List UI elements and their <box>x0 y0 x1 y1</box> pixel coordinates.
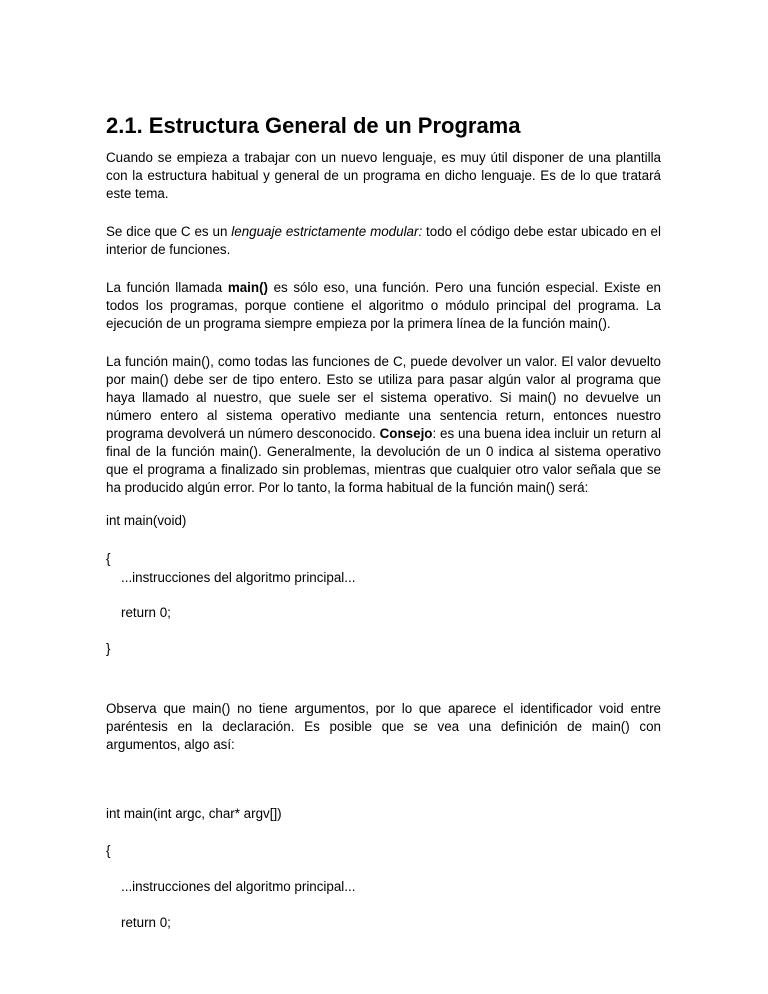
code-line-close-brace: } <box>106 641 111 656</box>
modular-emphasis: lenguaje estrictamente modular: <box>231 224 423 239</box>
code-line-open-brace: { <box>106 551 111 566</box>
modular-paragraph <box>106 223 661 259</box>
return-text-end: : es una buena idea incluir un return al final de la función main(). Generalmente, la devolución de un 0 indica al sistema operativo que el programa a finalizado sin problemas, mientras que cualquier otro valor señala que se ha producido algún error. Por lo tanto, la forma habitual de la función main() será: <box>106 426 661 495</box>
tip-label: Consejo <box>379 426 433 441</box>
code-line-body: ...instrucciones del algoritmo principal... <box>121 570 356 585</box>
modular-text-start: Se dice que C es un <box>106 224 232 239</box>
code-line-signature: int main(void) <box>106 513 187 528</box>
code-line-return: return 0; <box>121 605 171 620</box>
arguments-paragraph: Observa que main() no tiene argumentos, por lo que aparece el identificador void entre paréntesis en la declaración. Es posible que se vea una definición de main() con argumentos, algo así: <box>106 701 661 752</box>
code-line-return: return 0; <box>121 915 171 930</box>
code-line-body: ...instrucciones del algoritmo principal... <box>121 879 356 894</box>
code-line-signature: int main(int argc, char* argv[]) <box>106 806 282 821</box>
return-text-start: La función main(), como todas las funciones de C, puede devolver un valor. El valor devuelto por main() debe ser de tipo entero. Esto se utiliza para pasar algún valor al programa que haya llamado al nuestro, que suele ser el sistema operativo. Si main() no devuelve un número entero al sistema operativo mediante una sentencia return, entonces nuestro programa devolverá un número desconocido. <box>106 354 661 441</box>
main-text-start: La función llamada <box>106 280 228 295</box>
main-function-paragraph <box>106 279 661 333</box>
code-line-open-brace: { <box>106 843 111 858</box>
section-title: 2.1. Estructura General de un Programa <box>106 113 521 138</box>
main-keyword: main() <box>227 280 268 295</box>
main-text-end: es sólo eso, una función. Pero una función especial. Existe en todos los programas, porque contiene el algoritmo o módulo principal del programa. La ejecución de un programa siempre empieza por la primera línea de la función main(). <box>106 280 661 331</box>
modular-text-end: todo el código debe estar ubicado en el interior de funciones. <box>106 224 661 257</box>
intro-paragraph: Cuando se empieza a trabajar con un nuevo lenguaje, es muy útil disponer de una plantilla con la estructura habitual y general de un programa en dicho lenguaje. Es de lo que tratará este tema. <box>106 150 661 201</box>
return-value-paragraph <box>106 353 661 497</box>
